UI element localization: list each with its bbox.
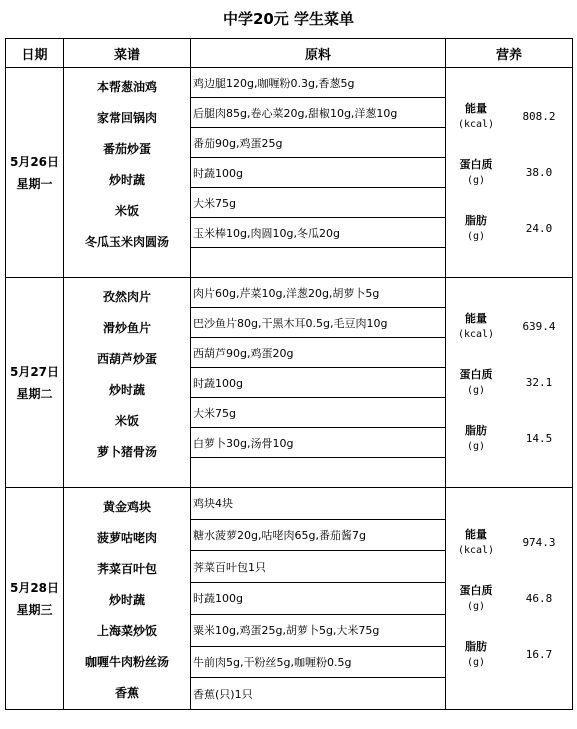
nutrition-label: 脂肪 xyxy=(465,424,487,437)
nutrition-fat xyxy=(446,201,572,257)
dish-name: 上海菜炒饭 xyxy=(96,624,157,638)
nutrition-unit: (kcal) xyxy=(457,545,495,556)
nutrition-label: 脂肪 xyxy=(465,640,487,653)
nutrition-value: 16.7 xyxy=(525,648,553,661)
nutrition-unit: (g) xyxy=(466,175,486,186)
ingredient-cell: 粟米10g,鸡蛋25g,胡萝卜5g,大米75g xyxy=(191,614,446,646)
header-nutrition: 营养 xyxy=(446,39,573,68)
dish-name: 米饭 xyxy=(114,414,139,428)
dish-name: 香蕉 xyxy=(114,686,139,700)
date-cell xyxy=(6,488,64,710)
nutrition-unit: (g) xyxy=(466,385,486,396)
table-row xyxy=(6,68,573,98)
nutrition-energy xyxy=(446,89,572,145)
nutrition-unit: (g) xyxy=(466,601,486,612)
nutrition-unit: (g) xyxy=(466,657,486,668)
dish-list xyxy=(64,488,191,710)
menu-table xyxy=(5,38,573,710)
header-dish: 菜谱 xyxy=(64,39,191,68)
weekday: 星期一 xyxy=(16,176,53,191)
nutrition-value: 32.1 xyxy=(525,376,553,389)
dish-name: 咖喱牛肉粉丝汤 xyxy=(84,655,169,669)
header-ingredients: 原料 xyxy=(191,39,446,68)
date: 5月28日 xyxy=(9,580,60,595)
date: 5月26日 xyxy=(9,154,60,169)
dish-name: 荠菜百叶包 xyxy=(96,562,157,576)
dish-name: 米饭 xyxy=(114,204,139,218)
nutrition-value: 808.2 xyxy=(522,110,556,123)
nutrition-unit: (g) xyxy=(466,441,486,452)
ingredient-cell: 玉米棒10g,肉圆10g,冬瓜20g xyxy=(191,218,446,248)
table-row xyxy=(6,488,573,520)
ingredient-cell: 牛前肉5g,干粉丝5g,咖喱粉0.5g xyxy=(191,646,446,678)
dish-name: 本帮葱油鸡 xyxy=(96,80,157,94)
ingredient-cell xyxy=(191,248,446,278)
nutrition-label: 能量 xyxy=(465,312,487,325)
nutrition-unit: (g) xyxy=(466,231,486,242)
nutrition-cell xyxy=(446,68,573,278)
dish-name: 冬瓜玉米肉圆汤 xyxy=(84,235,169,249)
dish-name: 炒时蔬 xyxy=(108,383,145,397)
ingredient-cell: 大米75g xyxy=(191,188,446,218)
ingredient-cell: 大米75g xyxy=(191,398,446,428)
dish-name: 黄金鸡块 xyxy=(102,500,151,514)
nutrition-value: 24.0 xyxy=(525,222,553,235)
nutrition-value: 38.0 xyxy=(525,166,553,179)
ingredient-cell: 巴沙鱼片80g,干黑木耳0.5g,毛豆肉10g xyxy=(191,308,446,338)
nutrition-unit: (kcal) xyxy=(457,119,495,130)
ingredient-cell: 西葫芦90g,鸡蛋20g xyxy=(191,338,446,368)
ingredient-cell: 白萝卜30g,汤骨10g xyxy=(191,428,446,458)
nutrition-value: 639.4 xyxy=(522,320,556,333)
nutrition-protein xyxy=(446,355,572,411)
nutrition-protein xyxy=(446,145,572,201)
nutrition-label: 脂肪 xyxy=(465,214,487,227)
dish-name: 萝卜猪骨汤 xyxy=(96,445,157,459)
dish-name: 炒时蔬 xyxy=(108,173,145,187)
dish-name: 炒时蔬 xyxy=(108,593,145,607)
nutrition-protein xyxy=(446,571,572,627)
nutrition-fat xyxy=(446,627,572,683)
ingredient-cell xyxy=(191,458,446,488)
nutrition-label: 蛋白质 xyxy=(459,584,493,597)
ingredient-cell: 后腿肉85g,卷心菜20g,甜椒10g,洋葱10g xyxy=(191,98,446,128)
page-title: 中学20元 学生菜单 xyxy=(222,10,355,28)
dish-list xyxy=(64,68,191,278)
nutrition-energy xyxy=(446,299,572,355)
nutrition-label: 蛋白质 xyxy=(459,158,493,171)
nutrition-label: 蛋白质 xyxy=(459,368,493,381)
date-cell xyxy=(6,278,64,488)
date-cell xyxy=(6,68,64,278)
ingredient-cell: 鸡块4块 xyxy=(191,488,446,520)
header-date: 日期 xyxy=(6,39,64,68)
weekday: 星期三 xyxy=(16,602,53,617)
date: 5月27日 xyxy=(9,364,60,379)
dish-name: 孜然肉片 xyxy=(102,290,151,304)
nutrition-value: 14.5 xyxy=(525,432,553,445)
ingredient-cell: 时蔬100g xyxy=(191,583,446,615)
dish-name: 西葫芦炒蛋 xyxy=(96,352,157,366)
nutrition-energy xyxy=(446,515,572,571)
ingredient-cell: 鸡边腿120g,咖喱粉0.3g,香葱5g xyxy=(191,68,446,98)
ingredient-cell: 时蔬100g xyxy=(191,158,446,188)
nutrition-unit: (kcal) xyxy=(457,329,495,340)
ingredient-cell: 糖水菠萝20g,咕咾肉65g,番茄酱7g xyxy=(191,519,446,551)
nutrition-fat xyxy=(446,411,572,467)
ingredient-cell: 荠菜百叶包1只 xyxy=(191,551,446,583)
ingredient-cell: 肉片60g,芹菜10g,洋葱20g,胡萝卜5g xyxy=(191,278,446,308)
dish-list xyxy=(64,278,191,488)
nutrition-value: 46.8 xyxy=(525,592,553,605)
nutrition-cell xyxy=(446,488,573,710)
ingredient-cell: 番茄90g,鸡蛋25g xyxy=(191,128,446,158)
nutrition-label: 能量 xyxy=(465,528,487,541)
nutrition-cell xyxy=(446,278,573,488)
dish-name: 家常回锅肉 xyxy=(96,111,157,125)
dish-name: 番茄炒蛋 xyxy=(102,142,151,156)
dish-name: 菠萝咕咾肉 xyxy=(96,531,157,545)
nutrition-label: 能量 xyxy=(465,102,487,115)
dish-name: 滑炒鱼片 xyxy=(102,321,151,335)
weekday: 星期二 xyxy=(16,386,53,401)
table-row xyxy=(6,278,573,308)
nutrition-value: 974.3 xyxy=(522,536,556,549)
header-row xyxy=(6,39,573,68)
ingredient-cell: 香蕉(只)1只 xyxy=(191,678,446,710)
ingredient-cell: 时蔬100g xyxy=(191,368,446,398)
